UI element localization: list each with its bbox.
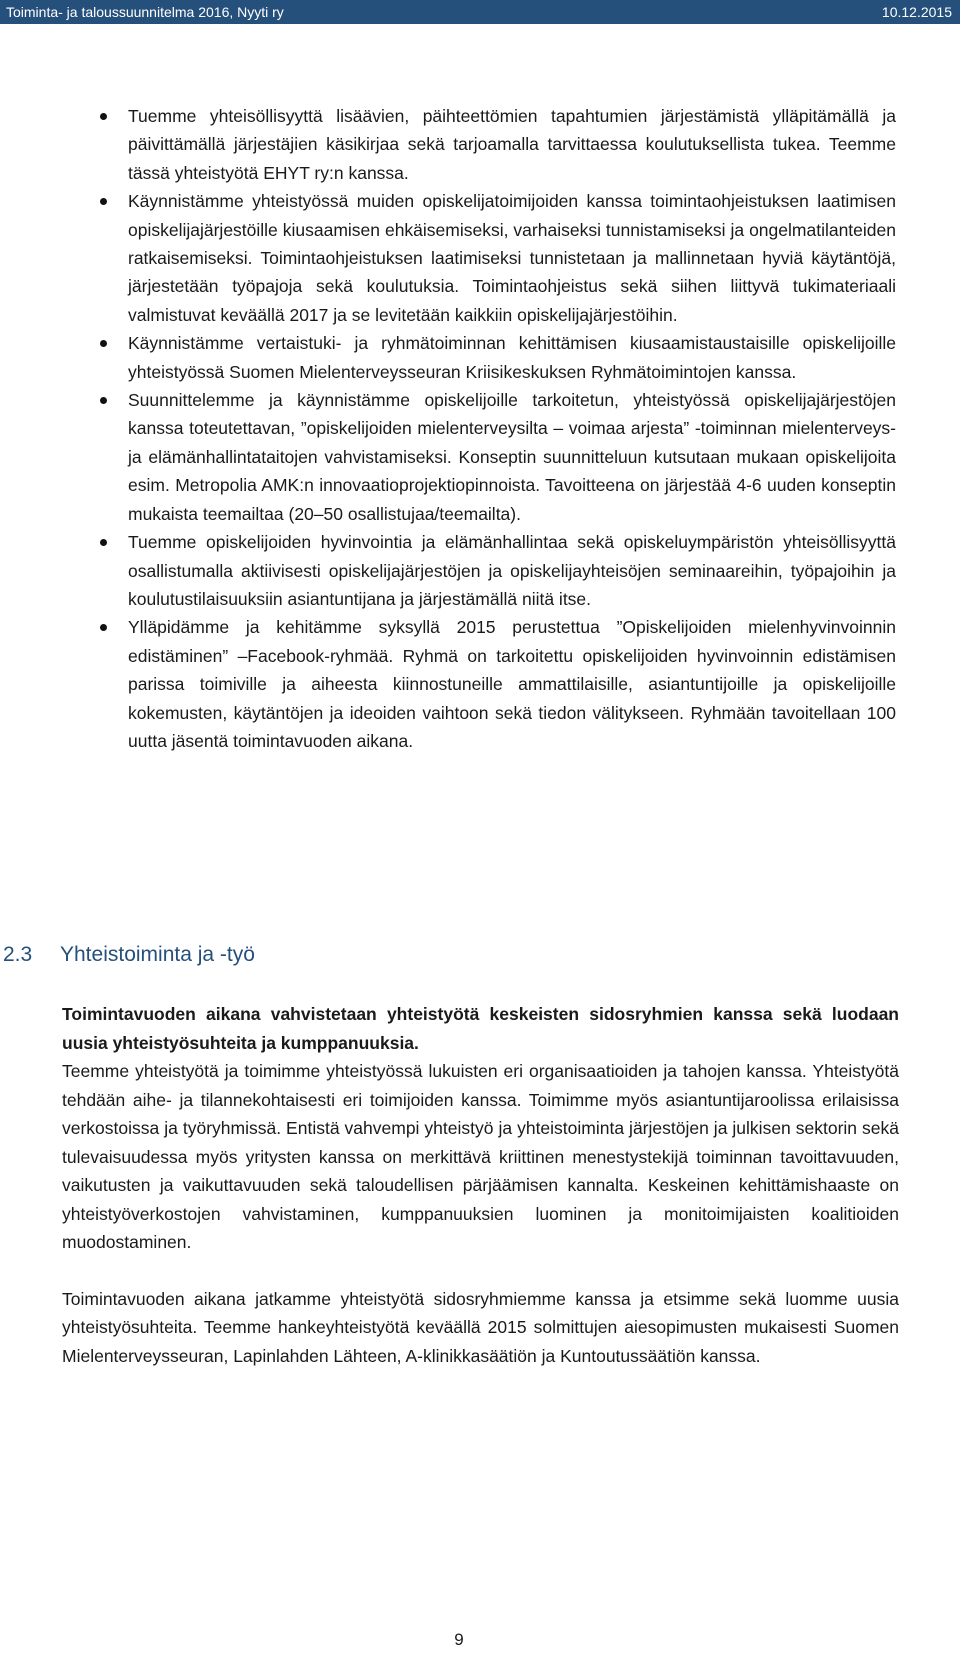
bullet-dot-icon bbox=[100, 539, 107, 546]
list-item-text: Käynnistämme yhteistyössä muiden opiskelijatoimijoiden kanssa toimintaohjeistuksen laatimisen opiskelijajärjestöille kiusaamisen ehkäisemiseksi, varhaiseksi tunnistamiseksi ja ongelmatilanteiden ratkaisemiseksi. Toimintaohjeistuksen laatimiseksi tunnistetaan ja mallinnetaan hyviä käytäntöjä, järjestetään työpajoja sekä koulutuksia. Toimintaohjeistus sekä siihen liittyvä tukimateriaali valmistuvat keväällä 2017 ja se levitetään kaikkiin opiskelijajärjestöihin. bbox=[128, 191, 896, 325]
list-item bbox=[100, 386, 896, 528]
bullet-dot-icon bbox=[100, 198, 107, 205]
bullet-dot-icon bbox=[100, 113, 107, 120]
lead-paragraph: Toimintavuoden aikana vahvistetaan yhteistyötä keskeisten sidosryhmien kanssa sekä luodaan uusia yhteistyösuhteita ja kumppanuuksia. bbox=[62, 1004, 899, 1053]
list-item bbox=[100, 329, 896, 386]
body-paragraph: Teemme yhteistyötä ja toimimme yhteistyössä lukuisten eri organisaatioiden ja tahojen kanssa. Yhteistyötä tehdään aihe- ja tilannekohtaisesti eri toimijoiden kanssa. Toimimme myös asiantuntijaroolissa erilaisissa verkostoissa ja työryhmissä. Entistä vahvempi yhteistyö ja yhteistoiminta järjestöjen ja julkisen sektorin sekä tulevaisuudessa myös yritysten kanssa on merkittävä kriittinen menestystekijä toiminnan tavoittavuuden, vaikutusten ja vaikuttavuuden sekä taloudellisen pärjäämisen kannalta. Keskeinen kehittämishaaste on yhteistyöverkostojen vahvistaminen, kumppanuuksien luominen ja monitoimijaisten koalitioiden muodostaminen. bbox=[62, 1061, 899, 1252]
list-item-text: Tuemme opiskelijoiden hyvinvointia ja elämänhallintaa sekä opiskeluympäristön yhteisöllisyyttä osallistumalla aktiivisesti opiskelijajärjestöjen ja opiskelijayhteisöjen seminaareihin, työpajoihin ja koulutustilaisuuksiin asiantuntijana ja järjestämällä niitä itse. bbox=[128, 532, 896, 609]
page-number: 9 bbox=[454, 1630, 464, 1649]
section-number: 2.3 bbox=[3, 943, 33, 966]
section-heading bbox=[3, 940, 255, 970]
document-title: Toiminta- ja taloussuunnitelma 2016, Nyyti ry bbox=[6, 4, 284, 20]
section-body bbox=[62, 1000, 899, 1370]
list-item-text: Tuemme yhteisöllisyyttä lisäävien, päihteettömien tapahtumien järjestämistä ylläpitämällä ja päivittämällä järjestäjien käsikirjaa sekä tarjoamalla tarvittaessa koulutuksellista tukea. Teemme tässä yhteistyötä EHYT ry:n kanssa. bbox=[128, 106, 896, 183]
list-item-text: Ylläpidämme ja kehitämme syksyllä 2015 perustettua ”Opiskelijoiden mielenhyvinvoinnin edistäminen” –Facebook-ryhmää. Ryhmä on tarkoitettu opiskelijoiden hyvinvoinnin edistämisen parissa toimiville ja aiheesta kiinnostuneille ammattilaisille, asiantuntijoille ja opiskelijoille kokemusten, käytäntöjen ja ideoiden vaihtoon sekä tiedon välitykseen. Ryhmään tavoitellaan 100 uutta jäsentä toimintavuoden aikana. bbox=[128, 617, 896, 751]
list-item-text: Suunnittelemme ja käynnistämme opiskelijoille tarkoitetun, yhteistyössä opiskelijajärjestöjen kanssa toteutettavan, ”opiskelijoiden mielenterveysilta – voimaa arjesta” -toiminnan mielenterveys- ja elämänhallintataitojen vahvistamiseksi. Konseptin suunnitteluun kutsutaan mukaan opiskelijoita esim. Metropolia AMK:n innovaatioprojektiopinnoista. Tavoitteena on järjestää 4-6 uuden konseptin mukaista teemailtaa (20–50 osallistujaa/teemailta). bbox=[128, 390, 896, 524]
bullet-list bbox=[100, 102, 896, 755]
section-title: Yhteistoiminta ja -työ bbox=[60, 943, 255, 966]
bullet-dot-icon bbox=[100, 624, 107, 631]
bullet-dot-icon bbox=[100, 397, 107, 404]
list-item bbox=[100, 187, 896, 329]
running-header bbox=[0, 0, 960, 24]
list-item bbox=[100, 613, 896, 755]
body-paragraph: Toimintavuoden aikana jatkamme yhteistyötä sidosryhmiemme kanssa ja etsimme sekä luomme uusia yhteistyösuhteita. Teemme hankeyhteistyötä keväällä 2015 solmittujen aiesopimusten mukaisesti Suomen Mielenterveysseuran, Lapinlahden Lähteen, A-klinikkasäätiön ja Kuntoutussäätiön kanssa. bbox=[62, 1288, 899, 1366]
document-date: 10.12.2015 bbox=[881, 4, 952, 20]
list-item bbox=[100, 102, 896, 187]
bullet-dot-icon bbox=[100, 340, 107, 347]
list-item bbox=[100, 528, 896, 613]
list-item-text: Käynnistämme vertaistuki- ja ryhmätoiminnan kehittämisen kiusaamistaustaisille opiskelijoille yhteistyössä Suomen Mielenterveysseuran Kriisikeskuksen Ryhmätoimintojen kanssa. bbox=[128, 333, 896, 382]
